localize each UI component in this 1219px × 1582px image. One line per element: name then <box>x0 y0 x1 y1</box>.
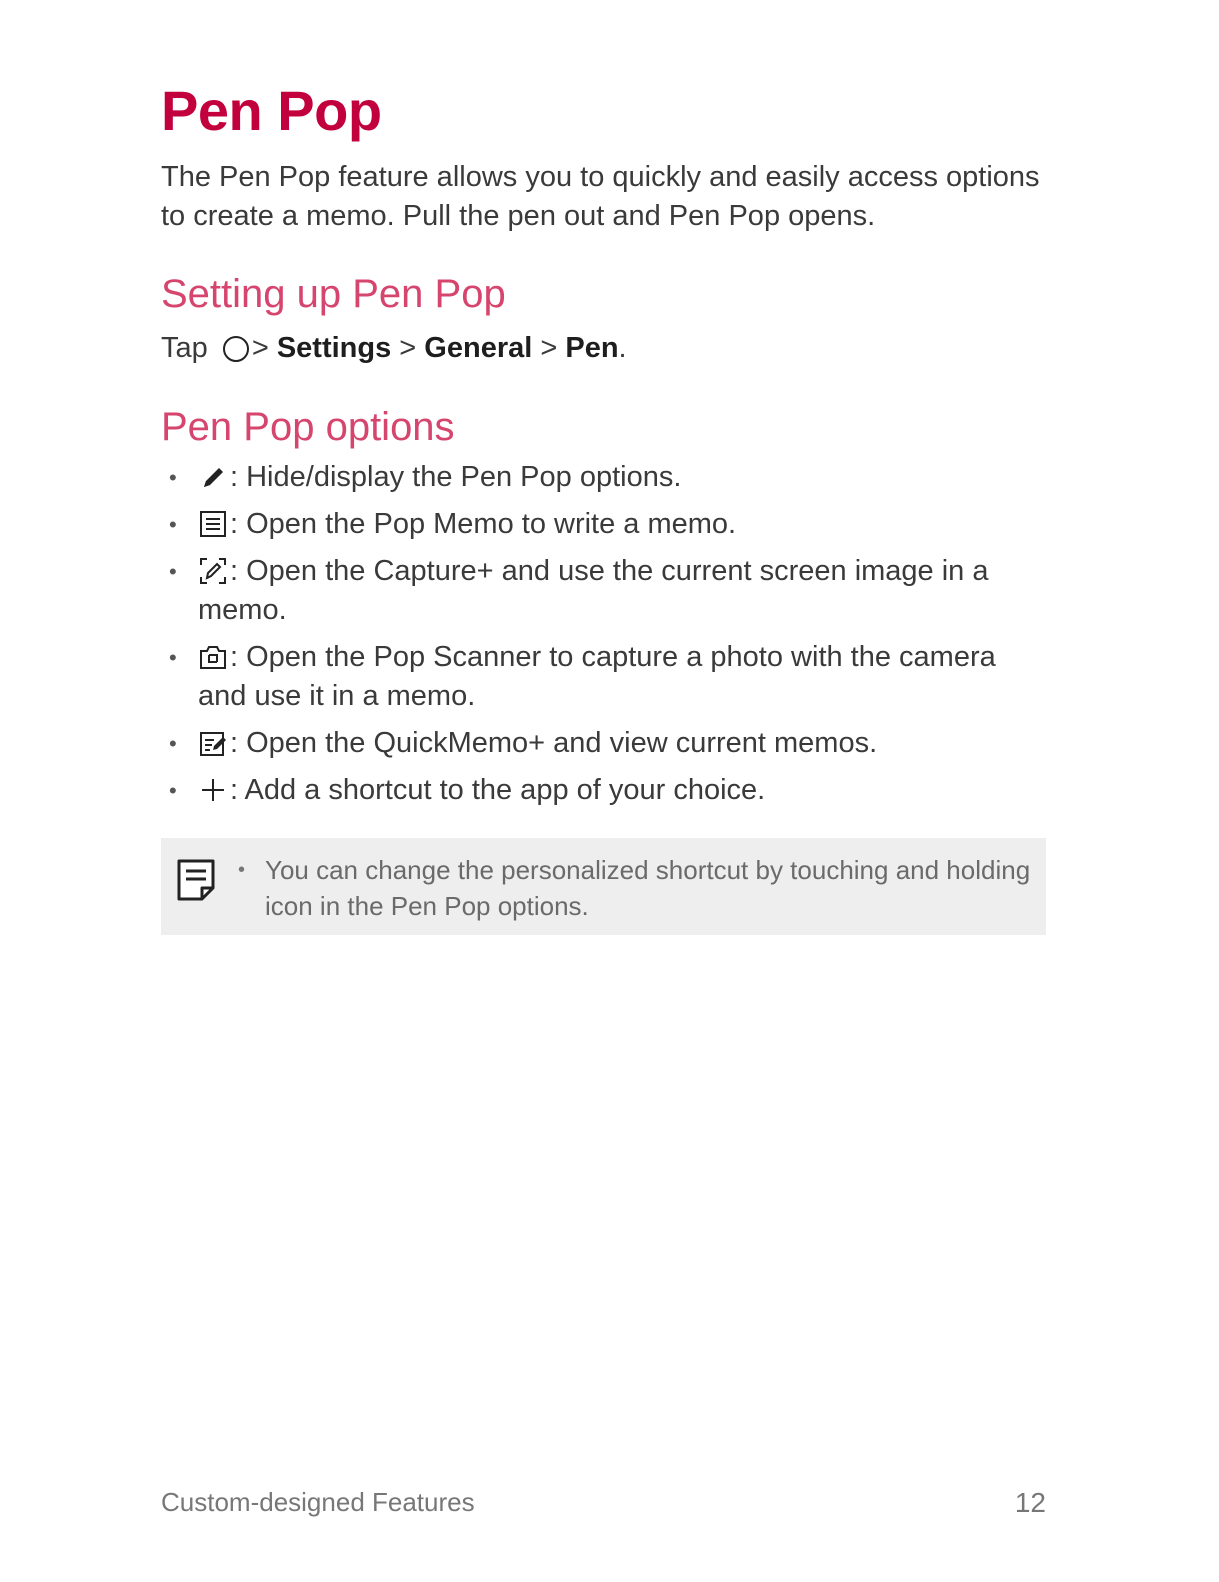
bullet: • <box>238 859 246 881</box>
path-general: General <box>424 332 533 364</box>
list-item: • : Open the QuickMemo+ and view current memos. <box>161 724 1046 763</box>
list-item: • : Open the Pop Memo to write a memo. <box>161 505 1046 544</box>
page-title: Pen Pop <box>161 79 382 142</box>
footer-section: Custom-designed Features <box>161 1487 475 1517</box>
path-separator: > <box>540 332 558 364</box>
home-circle-icon <box>222 335 250 363</box>
note-icon <box>176 858 216 902</box>
list-item: • : Open the Capture+ and use the current screen image in a memo. <box>161 552 1046 630</box>
pop-scanner-icon <box>198 642 228 672</box>
path-settings: Settings <box>276 332 392 364</box>
quickmemo-icon <box>198 728 228 758</box>
options-heading: Pen Pop options <box>161 405 455 449</box>
note-box <box>161 838 1046 935</box>
list-item: • : Add a shortcut to the app of your choice. <box>161 771 1046 810</box>
setup-instruction <box>161 328 627 368</box>
bullet: • <box>169 645 177 670</box>
bullet: • <box>169 512 177 537</box>
bullet: • <box>169 731 177 756</box>
path-pen: Pen <box>565 332 619 364</box>
pen-icon <box>198 462 228 492</box>
bullet: • <box>169 778 177 803</box>
add-shortcut-icon <box>198 775 228 805</box>
tap-word: Tap <box>161 332 208 364</box>
list-item: • : Hide/display the Pen Pop options. <box>161 458 1046 497</box>
intro-paragraph: The Pen Pop feature allows you to quickly and easily access options to create a memo. Pull the pen out and Pen Pop opens. <box>161 161 1040 232</box>
options-list <box>161 458 1046 810</box>
bullet: • <box>169 465 177 490</box>
page-number: 12 <box>1014 1487 1046 1518</box>
bullet: • <box>169 559 177 584</box>
setup-heading: Setting up Pen Pop <box>161 272 506 316</box>
pop-memo-icon <box>198 509 228 539</box>
list-item: • : Open the Pop Scanner to capture a photo with the camera and use it in a memo. <box>161 638 1046 716</box>
note-text: You can change the personalized shortcut by touching and holding icon in the Pen Pop options. <box>265 855 1031 921</box>
path-separator: > <box>399 332 417 364</box>
path-separator: > <box>251 332 269 364</box>
path-period: . <box>618 332 627 364</box>
capture-plus-icon <box>198 556 228 586</box>
